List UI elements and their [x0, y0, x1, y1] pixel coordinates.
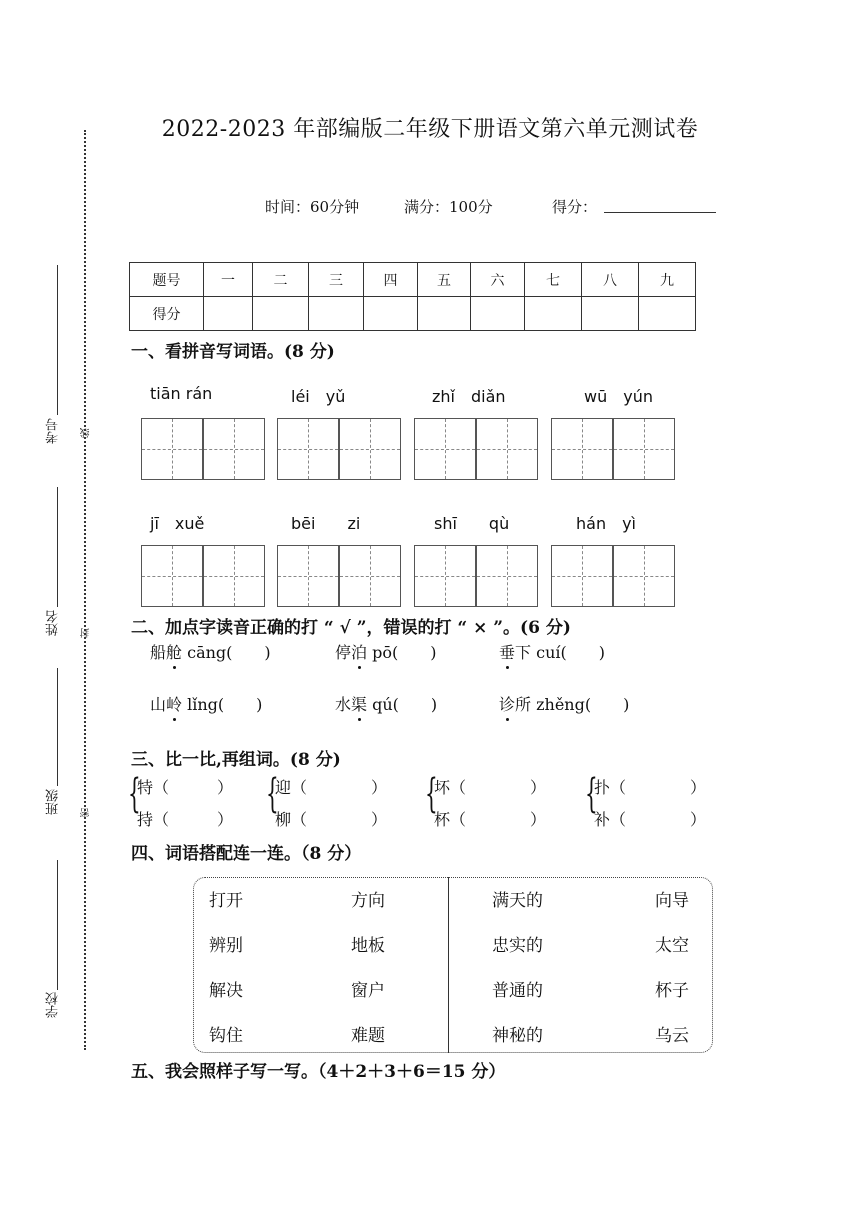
pronunciation-item[interactable]	[499, 640, 605, 663]
score-cell[interactable]	[253, 297, 309, 331]
score-cell[interactable]	[471, 297, 525, 331]
match-word[interactable]: 打开	[209, 891, 243, 911]
match-word[interactable]: 忠实的	[492, 936, 543, 956]
matching-divider	[448, 877, 449, 1053]
table-header-cell: 七	[525, 263, 582, 297]
dotted-char: 舱	[166, 640, 182, 663]
pronunciation-item[interactable]	[335, 692, 437, 715]
writing-grid-cell[interactable]	[203, 545, 265, 607]
item-pinyin-blank: 下 cuí( )	[515, 643, 605, 662]
brace-icon: {	[425, 771, 438, 817]
score-cell[interactable]	[364, 297, 418, 331]
compare-word-b[interactable]: 杯（ ）	[434, 810, 547, 829]
table-header-cell: 六	[471, 263, 525, 297]
table-header-cell: 五	[418, 263, 471, 297]
match-word[interactable]: 向导	[655, 891, 689, 911]
writing-grid-cell[interactable]	[551, 545, 613, 607]
dotted-char: 泊	[351, 640, 367, 663]
table-header-cell: 二	[253, 263, 309, 297]
score-blank[interactable]	[604, 212, 716, 213]
item-char: 山	[150, 695, 167, 714]
writing-grid-cell[interactable]	[613, 545, 675, 607]
dotted-char: 岭	[166, 692, 182, 715]
score-table	[129, 262, 696, 331]
school-label: 学校	[46, 992, 61, 1018]
dotted-char: 诊	[499, 692, 515, 715]
score-table-score-row	[130, 297, 696, 331]
compare-word-a[interactable]: 坏（ ）	[434, 778, 547, 797]
writing-grid-cell[interactable]	[277, 418, 339, 480]
match-word[interactable]: 神秘的	[492, 1026, 543, 1046]
score-cell[interactable]	[418, 297, 471, 331]
seal-mark-mi: 密	[81, 808, 92, 818]
pronunciation-item[interactable]	[335, 640, 436, 663]
brace-icon: {	[128, 771, 141, 817]
name-line	[57, 487, 58, 607]
match-word[interactable]: 普通的	[492, 981, 543, 1001]
matching-box	[193, 877, 713, 1053]
pronunciation-item[interactable]	[499, 692, 629, 715]
table-header-cell: 一	[204, 263, 253, 297]
score-table-header-row	[130, 263, 696, 297]
item-char: 水	[335, 695, 352, 714]
compare-word-b[interactable]: 补（ ）	[594, 810, 707, 829]
writing-grid-cell[interactable]	[476, 418, 538, 480]
brace-icon: {	[585, 771, 598, 817]
pinyin-label: jī xuě	[150, 514, 205, 533]
table-header-cell: 八	[582, 263, 639, 297]
writing-grid-cell[interactable]	[203, 418, 265, 480]
item-pinyin-blank: cāng( )	[182, 643, 271, 662]
full-score: 满分：100分	[404, 198, 493, 216]
writing-grid-cell[interactable]	[141, 418, 203, 480]
pinyin-label: tiān rán	[150, 384, 213, 403]
table-header-cell: 三	[309, 263, 364, 297]
pinyin-label: zhǐ diǎn	[432, 387, 506, 406]
match-word[interactable]: 杯子	[655, 981, 689, 1001]
pinyin-label: wū yún	[584, 387, 653, 406]
exam-number-line	[57, 265, 58, 415]
section-5-heading: 五、我会照样子写一写。（4＋2＋3＋6＝15 分）	[131, 1062, 506, 1082]
page-title: 2022-2023 年部编版二年级下册语文第六单元测试卷	[161, 117, 699, 142]
class-line	[57, 668, 58, 786]
match-word[interactable]: 钩住	[209, 1026, 243, 1046]
match-word[interactable]: 满天的	[492, 891, 543, 911]
pronunciation-item[interactable]	[150, 640, 271, 663]
item-pinyin-blank: pō( )	[367, 643, 437, 662]
dotted-char: 垂	[499, 640, 515, 663]
match-word[interactable]: 难题	[351, 1026, 385, 1046]
writing-grid-cell[interactable]	[414, 418, 476, 480]
match-word[interactable]: 辨别	[209, 936, 243, 956]
item-pinyin-blank: lǐng( )	[182, 695, 263, 714]
school-line	[57, 860, 58, 990]
item-pinyin-blank: 所 zhěng( )	[515, 695, 630, 714]
pinyin-label: shī qù	[434, 514, 510, 533]
match-word[interactable]: 解决	[209, 981, 243, 1001]
writing-grid-cell[interactable]	[141, 545, 203, 607]
compare-word-a[interactable]: 迎（ ）	[275, 778, 388, 797]
writing-grid-cell[interactable]	[613, 418, 675, 480]
score-cell[interactable]	[639, 297, 696, 331]
table-header-cell: 九	[639, 263, 696, 297]
pronunciation-item[interactable]	[150, 692, 262, 715]
writing-grid-cell[interactable]	[277, 545, 339, 607]
binding-dotted-line	[84, 130, 86, 1050]
table-header-cell: 四	[364, 263, 418, 297]
seal-mark-xian: 线	[81, 428, 92, 438]
dotted-char: 渠	[351, 692, 367, 715]
section-3-heading: 三、比一比,再组词。(8 分)	[131, 750, 341, 770]
time-limit: 时间：60分钟	[265, 198, 360, 216]
item-pinyin-blank: qú( )	[367, 695, 438, 714]
name-label: 姓名	[46, 610, 61, 636]
score-cell[interactable]	[309, 297, 364, 331]
brace-icon: {	[266, 771, 279, 817]
score-cell[interactable]	[582, 297, 639, 331]
pinyin-label: hán yì	[576, 514, 637, 533]
seal-mark-feng: 封	[81, 628, 92, 638]
match-word[interactable]: 地板	[351, 936, 385, 956]
exam-number-label: 考号	[46, 418, 61, 444]
compare-word-a[interactable]: 特（ ）	[137, 778, 234, 797]
writing-grid-cell[interactable]	[339, 418, 401, 480]
score-label: 得分：	[552, 198, 598, 216]
match-word[interactable]: 太空	[655, 936, 689, 956]
compare-word-b[interactable]: 持（ ）	[137, 810, 234, 829]
writing-grid-cell[interactable]	[551, 418, 613, 480]
item-char: 船	[150, 643, 167, 662]
writing-grid-cell[interactable]	[339, 545, 401, 607]
section-4-heading: 四、词语搭配连一连。（8 分）	[131, 844, 362, 864]
section-2-heading: 二、加点字读音正确的打 “ √ ”，错误的打 “ × ”。(6 分)	[131, 618, 571, 638]
match-word[interactable]: 乌云	[655, 1026, 689, 1046]
section-1-heading: 一、看拼音写词语。(8 分)	[131, 342, 335, 362]
score-cell[interactable]	[525, 297, 582, 331]
table-header-cell: 题号	[130, 263, 204, 297]
match-word[interactable]: 窗户	[351, 981, 385, 1001]
score-cell[interactable]	[204, 297, 253, 331]
compare-word-b[interactable]: 柳（ ）	[275, 810, 388, 829]
writing-grid-cell[interactable]	[414, 545, 476, 607]
match-word[interactable]: 方向	[351, 891, 385, 911]
class-label: 班级	[46, 789, 61, 815]
item-char: 停	[335, 643, 352, 662]
score-row-label: 得分	[130, 297, 204, 331]
pinyin-label: bēi zi	[291, 514, 361, 533]
writing-grid-cell[interactable]	[476, 545, 538, 607]
compare-word-a[interactable]: 扑（ ）	[594, 778, 707, 797]
pinyin-label: léi yǔ	[291, 387, 346, 406]
